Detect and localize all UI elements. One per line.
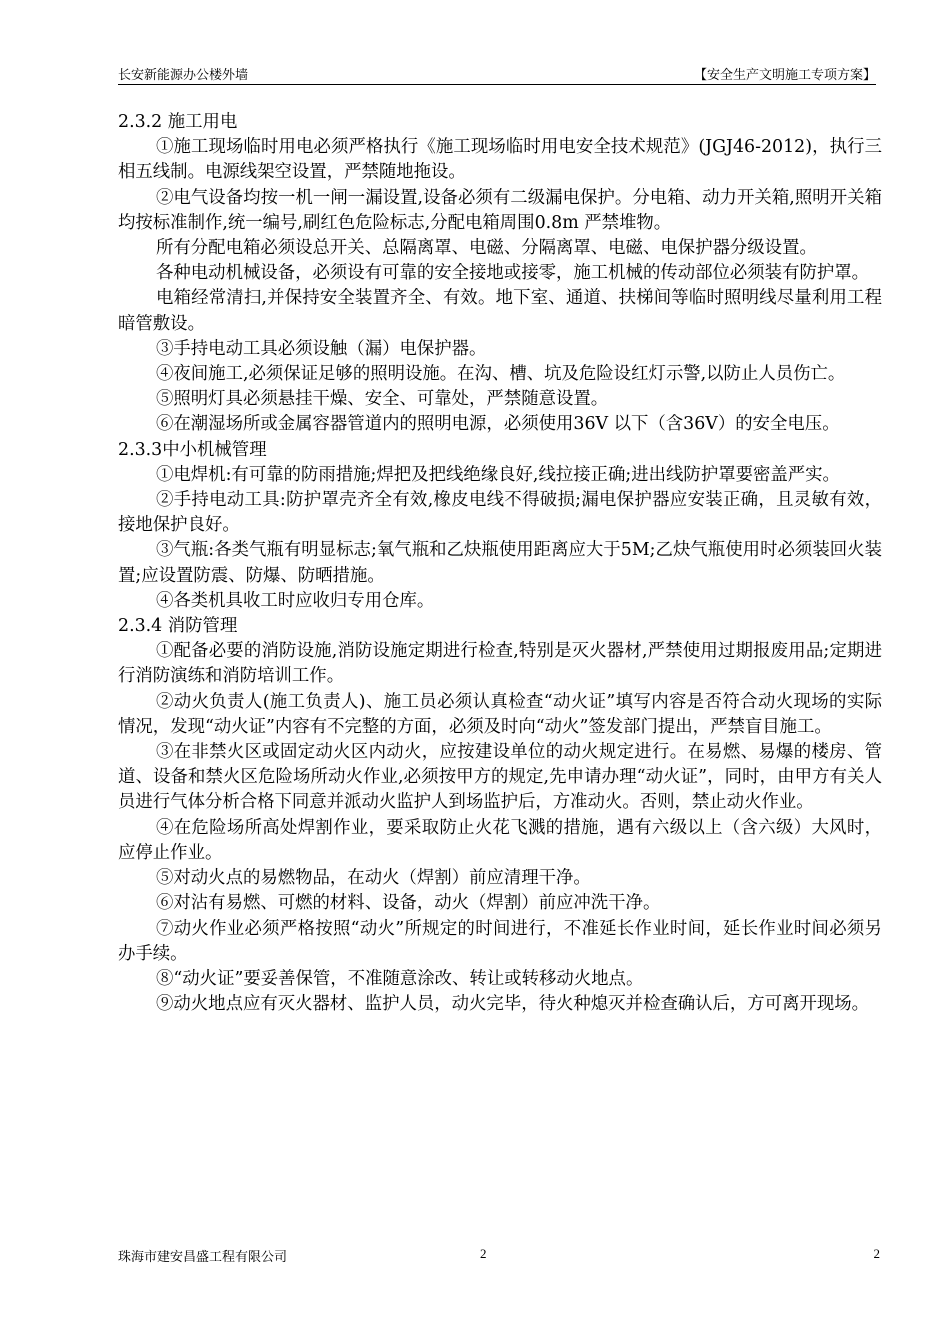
body-paragraph: ⑥对沾有易燃、可燃的材料、设备，动火（焊割）前应冲洗干净。: [156, 893, 661, 914]
body-paragraph: 电箱经常清扫,并保持安全装置齐全、有效。地下室、通道、扶梯间等临时照明线尽量利用工程暗管敷设。: [118, 288, 882, 334]
body-paragraph: ④各类机具收工时应收归专用仓库。: [156, 590, 435, 611]
section-heading: 2.3.4 消防管理: [118, 616, 238, 637]
body-paragraph: ③手持电动工具必须设触（漏）电保护器。: [156, 338, 487, 359]
body-paragraph: ⑧“动火证”要妥善保管，不准随意涂改、转让或转移动火地点。: [156, 968, 644, 989]
body-paragraph: ⑥在潮湿场所或金属容器管道内的照明电源，必须使用36V 以下（含36V）的安全电压。: [156, 414, 840, 435]
body-paragraph: ⑤照明灯具必须悬挂干燥、安全、可靠处，严禁随意设置。: [156, 389, 609, 410]
body-paragraph: ①施工现场临时用电必须严格执行《施工现场临时用电安全技术规范》(JGJ46-2012)，执行三相五线制。电源线架空设置，严禁随地拖设。: [118, 137, 882, 183]
document-body: [118, 110, 882, 1017]
body-paragraph: ③气瓶:各类气瓶有明显标志;氧气瓶和乙炔瓶使用距离应大于5M;乙炔气瓶使用时必须装回火装置;应设置防震、防爆、防晒措施。: [118, 540, 882, 586]
body-paragraph: 各种电动机械设备，必须设有可靠的安全接地或接零，施工机械的传动部位必须装有防护罩。: [156, 263, 870, 284]
header-project-name: 长安新能源办公楼外墙: [118, 67, 249, 82]
footer-page-number-right: 2: [873, 1246, 880, 1261]
body-paragraph: ②手持电动工具:防护罩壳齐全有效,橡皮电线不得破损;漏电保护器应安装正确，且灵敏有效，接地保护良好。: [118, 490, 882, 536]
page-header: [118, 64, 876, 84]
body-paragraph: ⑨动火地点应有灭火器材、监护人员，动火完毕，待火种熄灭并检查确认后，方可离开现场。: [156, 994, 870, 1015]
body-paragraph: ①配备必要的消防设施,消防设施定期进行检查,特别是灭火器材,严禁使用过期报废用品;定期进行消防演练和消防培训工作。: [118, 641, 882, 687]
body-paragraph: ①电焊机:有可靠的防雨措施;焊把及把线绝缘良好,线拉接正确;进出线防护罩要密盖严实。: [156, 464, 840, 485]
page-footer: [118, 1246, 880, 1266]
body-paragraph: ⑤对动火点的易燃物品，在动火（焊割）前应清理干净。: [156, 868, 591, 889]
header-document-title: 【安全生产文明施工专项方案】: [693, 67, 876, 82]
body-paragraph: ④夜间施工,必须保证足够的照明设施。在沟、槽、坑及危险设红灯示警,以防止人员伤亡。: [156, 364, 846, 385]
body-paragraph: 所有分配电箱必须设总开关、总隔离罩、电磁、分隔离罩、电磁、电保护器分级设置。: [156, 238, 817, 259]
section-heading: 2.3.2 施工用电: [118, 112, 238, 132]
body-paragraph: ③在非禁火区或固定动火区内动火，应按建设单位的动火规定进行。在易燃、易爆的楼房、管道、设备和禁火区危险场所动火作业,必须按甲方的规定,先申请办理“动火证”，同时，由甲方有关人员进行气体分析合格下同意并派动火监护人到场监护后，方准动火。否则，禁止动火作业。: [118, 742, 882, 813]
body-paragraph: ②动火负责人(施工负责人)、施工员必须认真检查“动火证”填写内容是否符合动火现场的实际情况，发现“动火证”内容有不完整的方面，必须及时向“动火”签发部门提出，严禁盲目施工。: [118, 691, 882, 737]
footer-page-number-center: 2: [480, 1246, 487, 1261]
body-paragraph: ④在危险场所高处焊割作业，要采取防止火花飞溅的措施，遇有六级以上（含六级）大风时，应停止作业。: [118, 817, 882, 863]
body-paragraph: ②电气设备均按一机一闸一漏设置,设备必须有二级漏电保护。分电箱、动力开关箱,照明开关箱均按标准制作,统一编号,刷红色危险标志,分配电箱周围0.8m 严禁堆物。: [118, 187, 882, 233]
footer-company-name: 珠海市建安昌盛工程有限公司: [118, 1249, 288, 1264]
section-heading: 2.3.3中小机械管理: [118, 439, 267, 460]
header-divider: [118, 84, 876, 85]
body-paragraph: ⑦动火作业必须严格按照“动火”所规定的时间进行，不准延长作业时间，延长作业时间必须另办手续。: [118, 918, 882, 964]
